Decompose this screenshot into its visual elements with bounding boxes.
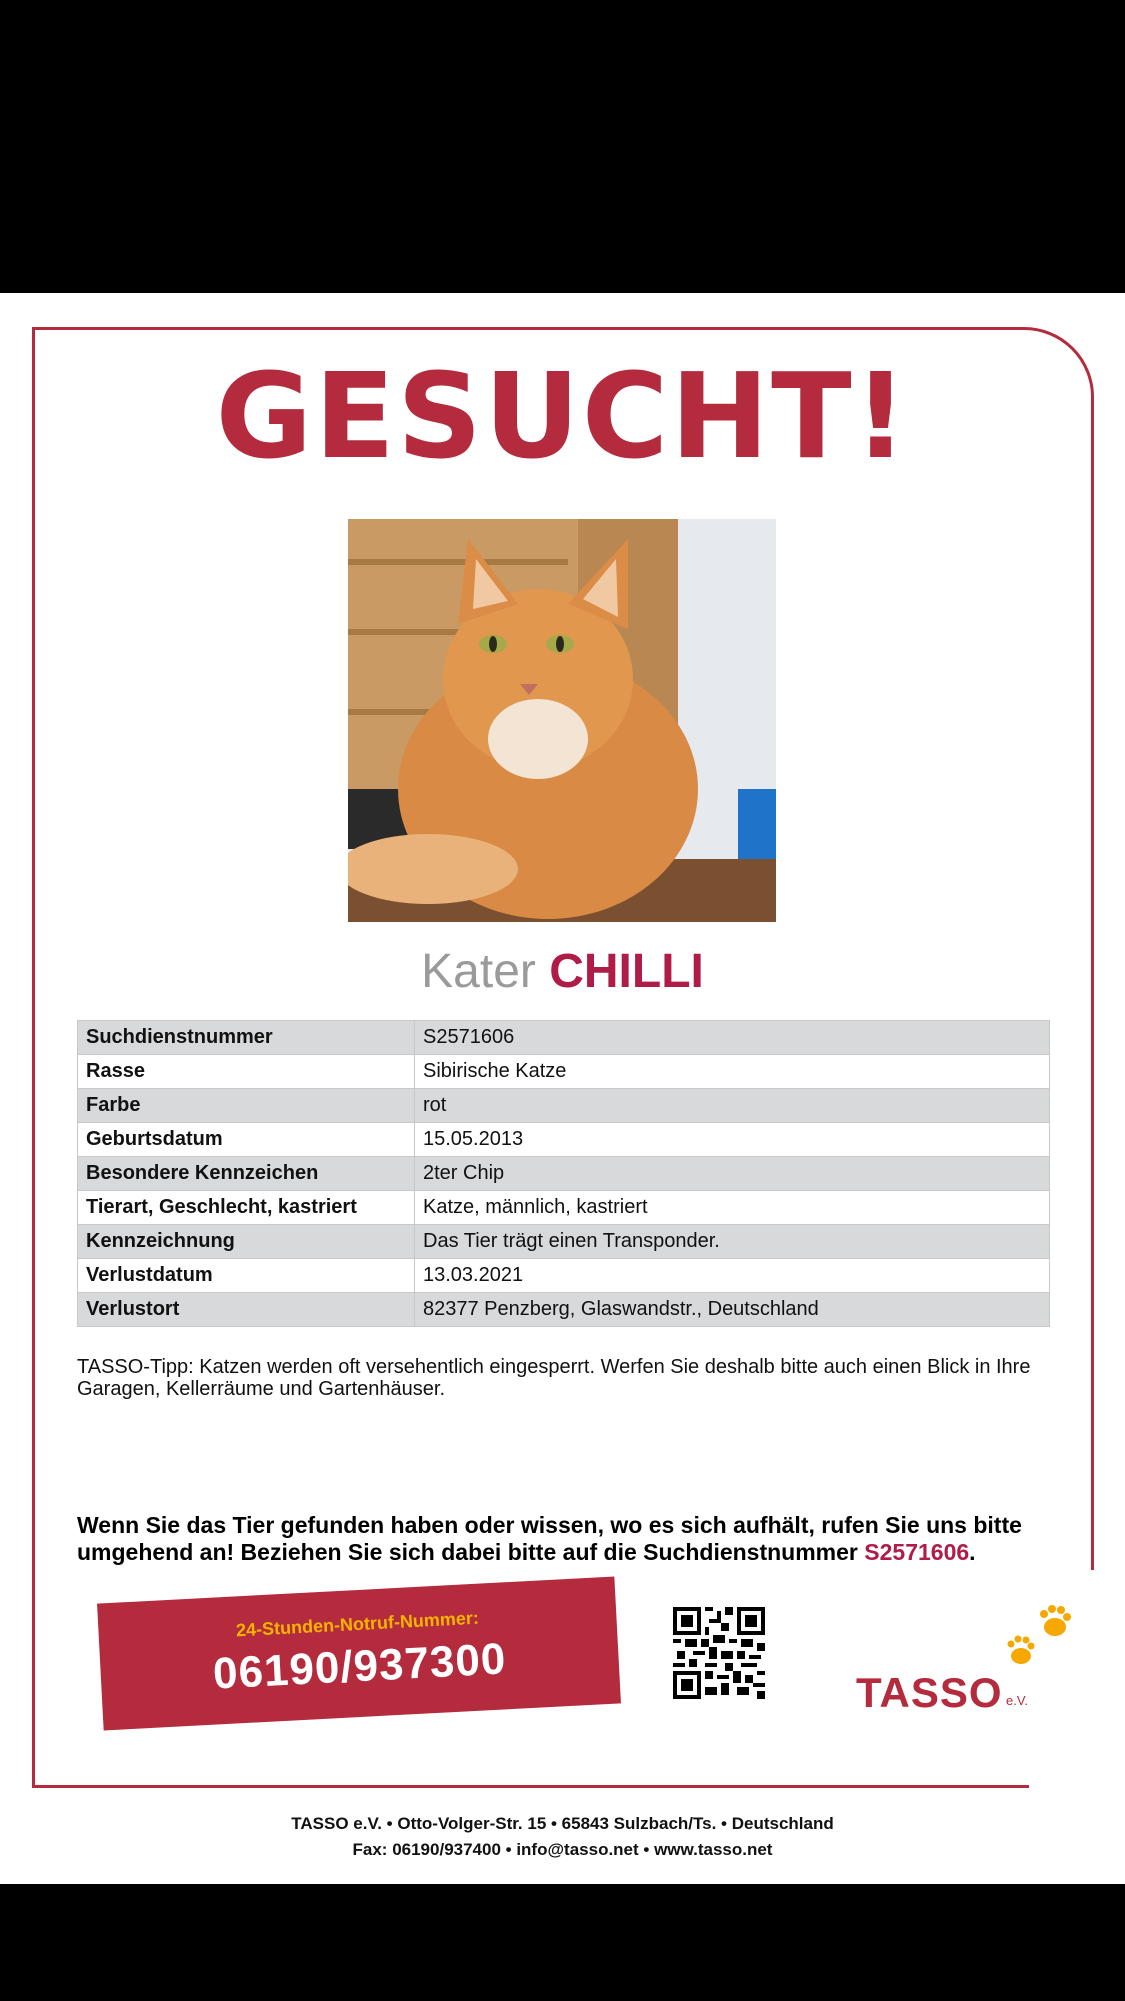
detail-value: 13.03.2021 [415,1259,1050,1293]
detail-label: Verlustdatum [78,1259,415,1293]
detail-value: rot [415,1089,1050,1123]
table-row [78,1225,1050,1259]
footer-contact: Fax: 06190/937400 • info@tasso.net • www.tasso.net [352,1840,773,1859]
detail-label: Rasse [78,1055,415,1089]
footer-address: TASSO e.V. • Otto-Volger-Str. 15 • 65843 Sulzbach/Ts. • Deutschland [291,1814,834,1833]
detail-value: 2ter Chip [415,1157,1050,1191]
cat-photo [348,519,776,922]
hotline-banner [97,1577,621,1731]
animal-name [0,945,1125,998]
detail-value: 15.05.2013 [415,1123,1050,1157]
detail-value: Sibirische Katze [415,1055,1050,1089]
detail-label: Tierart, Geschlecht, kastriert [78,1191,415,1225]
logo-suffix: e.V. [1006,1693,1028,1708]
detail-label: Suchdienstnummer [78,1021,415,1055]
details-table [77,1020,1050,1327]
paw-icon [1000,1601,1080,1681]
detail-label: Farbe [78,1089,415,1123]
poster-title: GESUCHT! [215,347,910,485]
table-row [78,1021,1050,1055]
table-row [78,1293,1050,1327]
table-row [78,1259,1050,1293]
detail-value: Das Tier trägt einen Transponder. [415,1225,1050,1259]
table-row [78,1191,1050,1225]
detail-value: S2571606 [415,1021,1050,1055]
missing-poster [0,293,1125,1884]
table-row [78,1089,1050,1123]
table-row [78,1123,1050,1157]
hotline-label: 24-Stunden-Notruf-Nummer: [235,1607,480,1641]
table-row [78,1055,1050,1089]
callout-search-number: S2571606 [864,1539,970,1565]
animal-kind: Kater [421,945,536,998]
logo-word: TASSO [856,1669,1003,1716]
footer [0,1811,1125,1863]
tasso-logo [850,1601,1080,1731]
detail-label: Geburtsdatum [78,1123,415,1157]
callout-end: . [969,1539,976,1565]
animal-name-value: CHILLI [549,945,704,998]
qr-code [673,1607,765,1699]
detail-label: Besondere Kennzeichen [78,1157,415,1191]
detail-value: Katze, männlich, kastriert [415,1191,1050,1225]
detail-label: Kennzeichnung [78,1225,415,1259]
table-row [78,1157,1050,1191]
tasso-tip: TASSO-Tipp: Katzen werden oft versehentlich eingesperrt. Werfen Sie deshalb bitte auch einen Blick in Ihre Garagen, Kellerräume und Gartenhäuser. [77,1356,1031,1400]
detail-value: 82377 Penzberg, Glaswandstr., Deutschland [415,1293,1050,1327]
hotline-number[interactable]: 06190/937300 [211,1634,508,1699]
call-to-action [77,1512,1057,1566]
callout-text: Wenn Sie das Tier gefunden haben oder wissen, wo es sich aufhält, rufen Sie uns bitte umgehend an! Beziehen Sie sich dabei bitte auf die Suchdienstnummer [77,1512,1022,1565]
detail-label: Verlustort [78,1293,415,1327]
